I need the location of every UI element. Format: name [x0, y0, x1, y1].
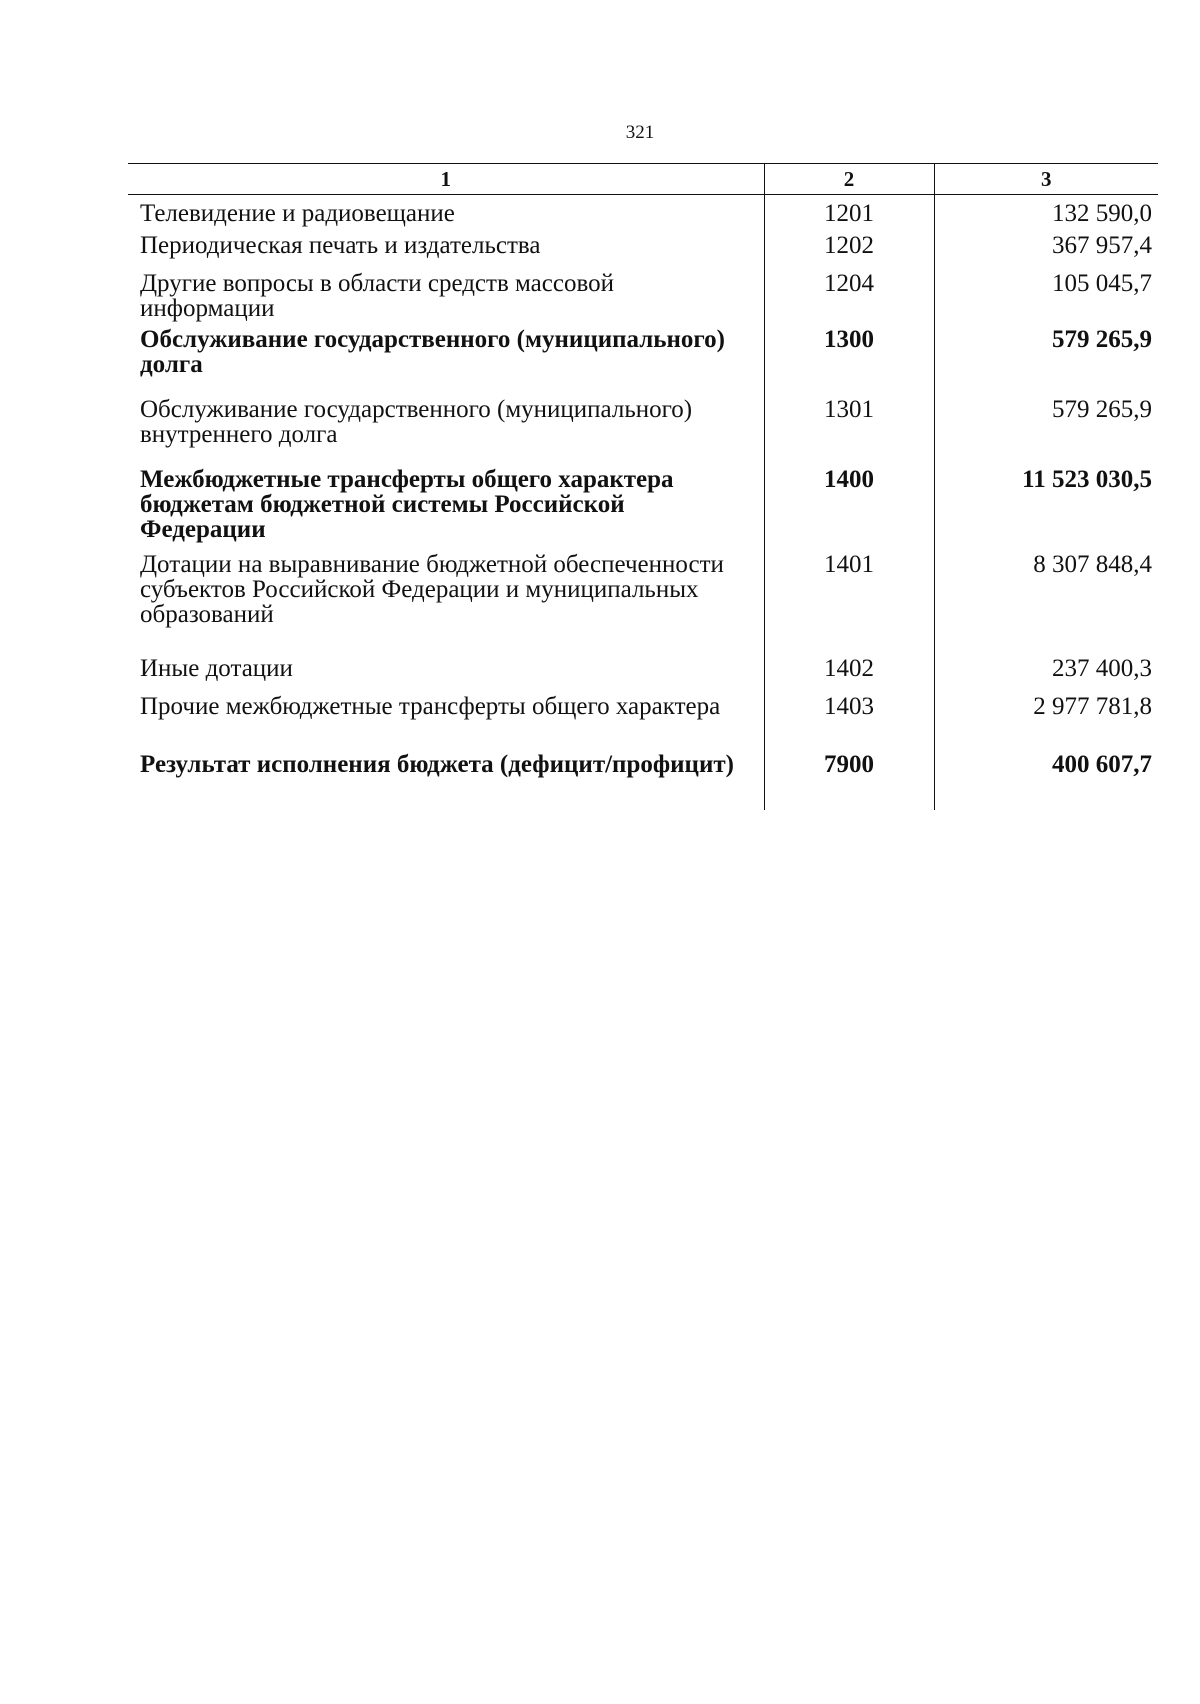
row-name: Межбюджетные трансферты общего характера бюджетам бюджетной системы Российской Федерации: [140, 465, 674, 543]
table-row: [128, 271, 1158, 327]
row-amount: 11 523 030,5: [934, 467, 1158, 552]
row-name: Прочие межбюджетные трансферты общего характера: [140, 692, 721, 720]
row-code: 1402: [764, 656, 934, 694]
row-name: Дотации на выравнивание бюджетной обеспеченности субъектов Российской Федерации и муниципальных образований: [140, 550, 724, 628]
row-name: Другие вопросы в области средств массовой информации: [140, 269, 614, 322]
row-name: Периодическая печать и издательства: [140, 231, 541, 259]
row-amount: 132 590,0: [934, 195, 1158, 233]
column-header-2: 2: [764, 164, 934, 195]
row-code: 1204: [764, 271, 934, 327]
row-code: 1400: [764, 467, 934, 552]
row-code: 1300: [764, 327, 934, 397]
row-name: Телевидение и радиовещание: [140, 200, 455, 227]
row-code: 1202: [764, 233, 934, 271]
table-row: [128, 233, 1158, 271]
table-row: [128, 656, 1158, 694]
row-code: 1301: [764, 397, 934, 467]
row-amount: 579 265,9: [934, 397, 1158, 467]
row-name: Результат исполнения бюджета (дефицит/профицит): [140, 750, 734, 778]
column-header-1: 1: [128, 164, 764, 195]
table-row: [128, 467, 1158, 552]
table-row: [128, 552, 1158, 656]
page-number: 321: [625, 122, 655, 143]
row-name: Иные дотации: [140, 654, 293, 682]
row-code: 1401: [764, 552, 934, 656]
row-name: Обслуживание государственного (муниципального) долга: [140, 325, 725, 378]
row-name: Обслуживание государственного (муниципального) внутреннего долга: [140, 395, 693, 448]
row-amount: 237 400,3: [934, 656, 1158, 694]
row-code: 7900: [764, 752, 934, 810]
table-row: [128, 397, 1158, 467]
row-amount: 8 307 848,4: [934, 552, 1158, 656]
row-amount: 400 607,7: [934, 752, 1158, 810]
table-row: [128, 694, 1158, 752]
table-row: [128, 327, 1158, 397]
column-header-3: 3: [934, 164, 1158, 195]
row-amount: 105 045,7: [934, 271, 1158, 327]
table-row: [128, 752, 1158, 810]
table-header-row: [128, 164, 1158, 195]
budget-table: [128, 163, 1158, 810]
row-code: 1403: [764, 694, 934, 752]
row-code: 1201: [764, 195, 934, 233]
row-amount: 579 265,9: [934, 327, 1158, 397]
row-amount: 2 977 781,8: [934, 694, 1158, 752]
table-row: [128, 195, 1158, 233]
row-amount: 367 957,4: [934, 233, 1158, 271]
